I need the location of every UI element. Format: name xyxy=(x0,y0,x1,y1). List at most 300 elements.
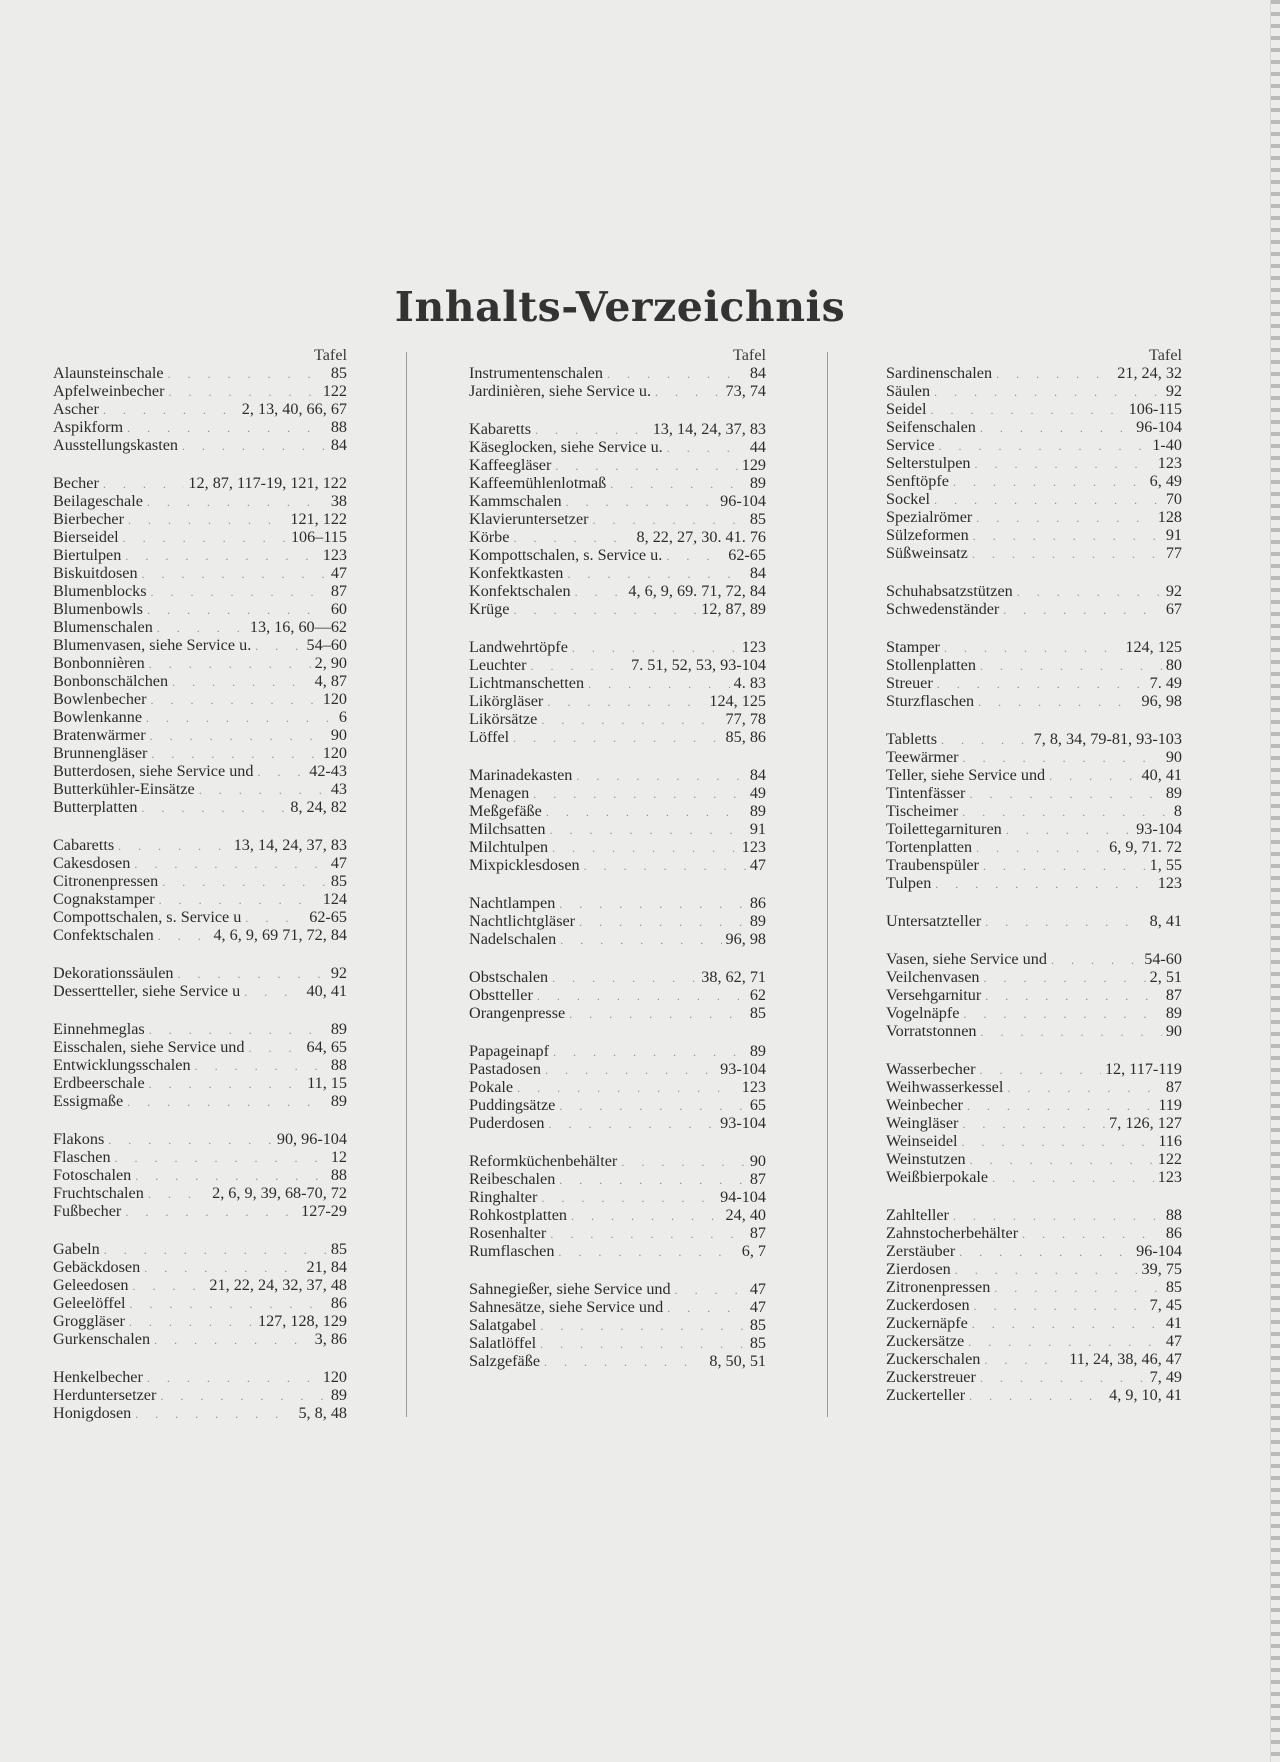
entry-term: Süßweinsatz xyxy=(886,544,968,562)
leader-dots xyxy=(168,365,327,383)
index-entry xyxy=(469,1004,766,1022)
entry-term: Bonbonschälchen xyxy=(53,672,169,690)
entry-term: Blumenvasen, siehe Service u. xyxy=(53,636,252,654)
entry-pages: 123 xyxy=(741,1078,766,1096)
leader-dots xyxy=(1007,1079,1161,1097)
page-edge-perforation xyxy=(1270,0,1280,1762)
leader-dots xyxy=(572,639,738,657)
entry-pages: 85 xyxy=(749,1334,766,1352)
leader-dots xyxy=(1051,951,1140,969)
index-entry xyxy=(53,1202,347,1220)
entry-pages: 123 xyxy=(1157,1168,1182,1186)
leader-dots xyxy=(552,839,738,857)
entry-pages: 2, 13, 40, 66, 67 xyxy=(241,400,347,418)
leader-dots xyxy=(593,511,746,529)
entry-pages: 96-104 xyxy=(1136,1242,1182,1260)
leader-dots xyxy=(980,657,1162,675)
leader-dots xyxy=(147,601,327,619)
entry-pages: 6, 9, 71. 72 xyxy=(1109,838,1182,856)
index-entry xyxy=(469,894,766,912)
entry-pages: 90, 96-104 xyxy=(276,1130,347,1148)
entry-term: Kaffeemühlenlotmaß xyxy=(469,474,607,492)
group-spacer xyxy=(53,1348,347,1368)
entry-pages: 11, 15 xyxy=(307,1074,347,1092)
index-entry xyxy=(469,1114,766,1132)
index-entry xyxy=(469,420,766,438)
entry-term: Blumenschalen xyxy=(53,618,153,636)
group-spacer xyxy=(886,618,1182,638)
entry-term: Herduntersetzer xyxy=(53,1386,157,1404)
entry-pages: 8, 41 xyxy=(1149,912,1182,930)
index-entry xyxy=(53,1330,347,1348)
leader-dots xyxy=(245,909,305,927)
index-entry xyxy=(53,582,347,600)
entry-term: Schuhabsatzstützen xyxy=(886,582,1013,600)
entry-term: Zierdosen xyxy=(886,1260,951,1278)
entry-term: Nachtlampen xyxy=(469,894,556,912)
index-entry xyxy=(53,926,347,944)
index-entry xyxy=(469,930,766,948)
entry-term: Fruchtschalen xyxy=(53,1184,144,1202)
entry-pages: 41 xyxy=(1165,1314,1182,1332)
entry-term: Zuckerteller xyxy=(886,1386,966,1404)
entry-pages: 124 xyxy=(322,890,347,908)
entry-term: Flakons xyxy=(53,1130,105,1148)
leader-dots xyxy=(979,1061,1100,1079)
entry-pages: 127, 128, 129 xyxy=(257,1312,347,1330)
group-spacer xyxy=(469,1132,766,1152)
entry-pages: 84 xyxy=(749,364,766,382)
index-entry xyxy=(53,436,347,454)
entry-term: Butterplatten xyxy=(53,798,138,816)
index-entry xyxy=(469,582,766,600)
entry-pages: 89 xyxy=(749,912,766,930)
entry-term: Bowlenbecher xyxy=(53,690,147,708)
index-entry xyxy=(886,544,1182,562)
entry-pages: 1-40 xyxy=(1152,436,1182,454)
entry-pages: 120 xyxy=(322,690,347,708)
leader-dots xyxy=(972,1315,1162,1333)
entry-term: Beilageschale xyxy=(53,492,143,510)
entry-term: Cakesdosen xyxy=(53,854,131,872)
entry-pages: 85 xyxy=(330,364,347,382)
group-spacer xyxy=(886,562,1182,582)
entry-term: Jardinièren, siehe Service u. xyxy=(469,382,652,400)
entry-term: Butterdosen, siehe Service und xyxy=(53,762,254,780)
entry-pages: 40, 41 xyxy=(306,982,347,1000)
index-entry xyxy=(53,382,347,400)
entry-pages: 87 xyxy=(330,582,347,600)
entry-pages: 2, 6, 9, 39, 68-70, 72 xyxy=(212,1184,347,1202)
entry-pages: 89 xyxy=(749,474,766,492)
leader-dots xyxy=(108,1131,273,1149)
entry-term: Zuckerdosen xyxy=(886,1296,970,1314)
index-entry xyxy=(53,780,347,798)
leader-dots xyxy=(134,855,326,873)
entry-pages: 6, 7 xyxy=(741,1242,766,1260)
leader-dots xyxy=(985,987,1162,1005)
entry-term: Cognakstamper xyxy=(53,890,155,908)
leader-dots xyxy=(553,1043,746,1061)
group-spacer xyxy=(53,816,347,836)
index-entry xyxy=(53,1240,347,1258)
entry-term: Lichtmanschetten xyxy=(469,674,585,692)
index-entry xyxy=(469,856,766,874)
leader-dots xyxy=(559,895,746,913)
index-entry xyxy=(886,730,1182,748)
entry-pages: 122 xyxy=(322,382,347,400)
leader-dots xyxy=(115,1149,327,1167)
index-entry xyxy=(886,400,1182,418)
index-entry xyxy=(886,1224,1182,1242)
entry-pages: 5, 8, 48 xyxy=(298,1404,347,1422)
index-entry xyxy=(886,802,1182,820)
leader-dots xyxy=(142,565,327,583)
leader-dots xyxy=(974,1297,1146,1315)
index-entry xyxy=(886,1368,1182,1386)
leader-dots xyxy=(981,1023,1162,1041)
entry-term: Bratenwärmer xyxy=(53,726,146,744)
entry-pages: 8, 22, 27, 30. 41. 76 xyxy=(636,528,766,546)
entry-term: Salatgabel xyxy=(469,1316,537,1334)
entry-term: Menagen xyxy=(469,784,530,802)
index-entry xyxy=(886,1150,1182,1168)
entry-term: Konfektschalen xyxy=(469,582,571,600)
leader-dots xyxy=(149,1021,327,1039)
entry-pages: 54-60 xyxy=(1144,950,1182,968)
leader-dots xyxy=(148,1185,208,1203)
index-entry xyxy=(469,364,766,382)
entry-pages: 44 xyxy=(749,438,766,456)
index-entry xyxy=(53,836,347,854)
index-entry xyxy=(886,600,1182,618)
entry-pages: 80 xyxy=(1165,656,1182,674)
entry-term: Weinstutzen xyxy=(886,1150,966,1168)
index-entry xyxy=(469,692,766,710)
index-entry xyxy=(53,364,347,382)
leader-dots xyxy=(537,987,746,1005)
leader-dots xyxy=(103,475,185,493)
leader-dots xyxy=(541,711,721,729)
index-entry xyxy=(53,1092,347,1110)
index-entry xyxy=(53,1276,347,1294)
index-entry xyxy=(886,766,1182,784)
index-entry xyxy=(469,638,766,656)
entry-pages: 90 xyxy=(749,1152,766,1170)
leader-dots xyxy=(541,1189,716,1207)
entry-term: Rohkostplatten xyxy=(469,1206,568,1224)
leader-dots xyxy=(559,1171,746,1189)
index-entry xyxy=(886,1350,1182,1368)
leader-dots xyxy=(985,913,1145,931)
entry-term: Versehgarnitur xyxy=(886,986,982,1004)
entry-term: Tortenplatten xyxy=(886,838,973,856)
index-entry xyxy=(53,564,347,582)
entry-term: Salatlöffel xyxy=(469,1334,537,1352)
group-spacer xyxy=(469,1260,766,1280)
leader-dots xyxy=(549,821,745,839)
index-entry xyxy=(886,1260,1182,1278)
index-entry xyxy=(886,838,1182,856)
index-entry xyxy=(886,692,1182,710)
entry-term: Seifenschalen xyxy=(886,418,976,436)
entry-term: Weingläser xyxy=(886,1114,959,1132)
leader-dots xyxy=(959,1243,1132,1261)
entry-term: Stamper xyxy=(886,638,940,656)
leader-dots xyxy=(968,1333,1162,1351)
entry-pages: 89 xyxy=(330,1020,347,1038)
entry-pages: 7. 51, 52, 53, 93-104 xyxy=(631,656,766,674)
entry-pages: 7, 49 xyxy=(1149,1368,1182,1386)
index-entry xyxy=(886,1168,1182,1186)
entry-term: Vogelnäpfe xyxy=(886,1004,960,1022)
entry-pages: 85 xyxy=(1165,1278,1182,1296)
entry-pages: 85 xyxy=(749,1004,766,1022)
entry-term: Senftöpfe xyxy=(886,472,949,490)
leader-dots xyxy=(975,455,1154,473)
entry-pages: 13, 14, 24, 37, 83 xyxy=(652,420,766,438)
index-entry xyxy=(886,472,1182,490)
entry-pages: 123 xyxy=(322,546,347,564)
entry-term: Tischeimer xyxy=(886,802,959,820)
leader-dots xyxy=(996,365,1113,383)
index-entry xyxy=(53,400,347,418)
leader-dots xyxy=(607,365,746,383)
leader-dots xyxy=(1049,767,1137,785)
leader-dots xyxy=(149,655,311,673)
index-entry xyxy=(469,510,766,528)
leader-dots xyxy=(546,803,746,821)
entry-pages: 2, 90 xyxy=(314,654,347,672)
index-entry xyxy=(53,708,347,726)
entry-term: Vorratstonnen xyxy=(886,1022,977,1040)
leader-dots xyxy=(540,1335,746,1353)
entry-term: Traubenspüler xyxy=(886,856,979,874)
entry-term: Streuer xyxy=(886,674,933,692)
leader-dots xyxy=(552,969,697,987)
index-entry xyxy=(53,726,347,744)
leader-dots xyxy=(969,1387,1105,1405)
index-entry xyxy=(886,508,1182,526)
leader-dots xyxy=(953,1207,1162,1225)
entry-pages: 129 xyxy=(741,456,766,474)
leader-dots xyxy=(1017,583,1162,601)
entry-pages: 43 xyxy=(330,780,347,798)
entry-term: Erdbeerschale xyxy=(53,1074,145,1092)
entry-pages: 94-104 xyxy=(720,1188,766,1206)
entry-pages: 4, 6, 9, 69. 71, 72, 84 xyxy=(628,582,766,600)
column-header-tafel: Tafel xyxy=(1148,346,1182,364)
group-spacer xyxy=(53,1220,347,1240)
index-entry xyxy=(469,1316,766,1334)
index-entry xyxy=(469,820,766,838)
entry-term: Blumenblocks xyxy=(53,582,147,600)
entry-pages: 12, 87, 89 xyxy=(701,600,766,618)
entry-term: Instrumentenschalen xyxy=(469,364,603,382)
entry-pages: 91 xyxy=(749,820,766,838)
index-entry xyxy=(469,1280,766,1298)
leader-dots xyxy=(579,913,746,931)
entry-pages: 13, 16, 60—62 xyxy=(249,618,347,636)
index-entry xyxy=(469,546,766,564)
leader-dots xyxy=(976,509,1153,527)
entry-pages: 21, 24, 32 xyxy=(1117,364,1182,382)
entry-pages: 96, 98 xyxy=(1141,692,1182,710)
leader-dots xyxy=(123,529,287,547)
page-title: Inhalts-Verzeichnis xyxy=(394,283,846,332)
entry-pages: 89 xyxy=(1165,1004,1182,1022)
entry-term: Dessertteller, siehe Service u xyxy=(53,982,241,1000)
leader-dots xyxy=(1003,601,1162,619)
entry-pages: 42-43 xyxy=(309,762,347,780)
entry-term: Puderdosen xyxy=(469,1114,545,1132)
index-entry xyxy=(53,672,347,690)
leader-dots xyxy=(147,493,327,511)
entry-term: Becher xyxy=(53,474,99,492)
index-entry xyxy=(53,690,347,708)
index-entry xyxy=(53,492,347,510)
entry-pages: 85, 86 xyxy=(725,728,766,746)
entry-term: Löffel xyxy=(469,728,510,746)
entry-pages: 47 xyxy=(330,564,347,582)
entry-term: Ascher xyxy=(53,400,99,418)
entry-term: Likörgläser xyxy=(469,692,544,710)
index-entry xyxy=(53,1148,347,1166)
entry-term: Zerstäuber xyxy=(886,1242,956,1260)
leader-dots xyxy=(566,493,717,511)
index-entry xyxy=(886,674,1182,692)
entry-pages: 89 xyxy=(330,1092,347,1110)
entry-term: Tulpen xyxy=(886,874,932,892)
leader-dots xyxy=(158,927,210,945)
entry-pages: 124, 125 xyxy=(709,692,766,710)
group-spacer xyxy=(886,892,1182,912)
entry-pages: 77, 78 xyxy=(725,710,766,728)
index-column-1 xyxy=(53,346,347,1422)
entry-term: Käseglocken, siehe Service u. xyxy=(469,438,663,456)
entry-term: Landwehrtöpfe xyxy=(469,638,568,656)
entry-pages: 62-65 xyxy=(309,908,347,926)
index-entry xyxy=(886,1386,1182,1404)
group-spacer xyxy=(53,1110,347,1130)
index-entry xyxy=(53,1020,347,1038)
index-entry xyxy=(886,1206,1182,1224)
leader-dots xyxy=(939,437,1149,455)
leader-dots xyxy=(953,473,1146,491)
index-entry xyxy=(886,436,1182,454)
leader-dots xyxy=(935,875,1153,893)
entry-term: Entwicklungsschalen xyxy=(53,1056,191,1074)
entry-term: Eisschalen, siehe Service und xyxy=(53,1038,245,1056)
entry-pages: 11, 24, 38, 46, 47 xyxy=(1069,1350,1182,1368)
entry-pages: 86 xyxy=(330,1294,347,1312)
index-entry xyxy=(53,1258,347,1276)
entry-term: Meßgefäße xyxy=(469,802,542,820)
entry-pages: 89 xyxy=(749,802,766,820)
leader-dots xyxy=(125,547,318,565)
index-entry xyxy=(886,656,1182,674)
entry-pages: 88 xyxy=(330,1056,347,1074)
entry-pages: 116 xyxy=(1158,1132,1182,1150)
index-entry xyxy=(469,1242,766,1260)
entry-pages: 12 xyxy=(330,1148,347,1166)
entry-pages: 40, 41 xyxy=(1141,766,1182,784)
leader-dots xyxy=(157,619,246,637)
index-entry xyxy=(886,986,1182,1004)
leader-dots xyxy=(540,1317,745,1335)
index-entry xyxy=(886,874,1182,892)
index-entry xyxy=(886,950,1182,968)
index-entry xyxy=(886,1242,1182,1260)
entry-term: Geleedosen xyxy=(53,1276,129,1294)
entry-pages: 89 xyxy=(1165,784,1182,802)
entry-pages: 47 xyxy=(749,1280,766,1298)
leader-dots xyxy=(172,673,311,691)
leader-dots xyxy=(249,1039,303,1057)
entry-pages: 47 xyxy=(330,854,347,872)
index-entry xyxy=(886,582,1182,600)
leader-dots xyxy=(142,799,287,817)
entry-term: Apfelweinbecher xyxy=(53,382,165,400)
entry-pages: 60 xyxy=(330,600,347,618)
column-divider xyxy=(406,352,407,1417)
entry-pages: 7, 45 xyxy=(1149,1296,1182,1314)
group-spacer xyxy=(53,454,347,474)
entry-pages: 7, 8, 34, 79-81, 93-103 xyxy=(1033,730,1182,748)
entry-term: Pastadosen xyxy=(469,1060,541,1078)
entry-term: Zuckerschalen xyxy=(886,1350,981,1368)
index-entry xyxy=(469,838,766,856)
index-entry xyxy=(53,744,347,762)
entry-pages: 1, 55 xyxy=(1149,856,1182,874)
entry-pages: 49 xyxy=(749,784,766,802)
index-entry xyxy=(53,1294,347,1312)
entry-pages: 62-65 xyxy=(728,546,766,564)
entry-term: Butterkühler-Einsätze xyxy=(53,780,195,798)
entry-pages: 86 xyxy=(1165,1224,1182,1242)
leader-dots xyxy=(533,785,746,803)
index-entry xyxy=(469,1206,766,1224)
index-entry xyxy=(886,1096,1182,1114)
index-entry xyxy=(469,1298,766,1316)
leader-dots xyxy=(567,565,745,583)
index-entry xyxy=(469,986,766,1004)
index-entry xyxy=(886,748,1182,766)
entry-term: Service xyxy=(886,436,935,454)
leader-dots xyxy=(576,767,745,785)
leader-dots xyxy=(962,803,1170,821)
entry-term: Brunnengläser xyxy=(53,744,148,762)
entry-term: Tabletts xyxy=(886,730,938,748)
index-entry xyxy=(53,1056,347,1074)
leader-dots xyxy=(667,1299,746,1317)
entry-term: Honigdosen xyxy=(53,1404,132,1422)
entry-pages: 90 xyxy=(1165,1022,1182,1040)
column-divider xyxy=(827,352,828,1417)
entry-term: Kammschalen xyxy=(469,492,562,510)
leader-dots xyxy=(544,1353,705,1371)
index-entry xyxy=(53,510,347,528)
entry-term: Zahlteller xyxy=(886,1206,949,1224)
index-column-2 xyxy=(469,346,766,1370)
index-entry xyxy=(53,1368,347,1386)
entry-term: Puddingsätze xyxy=(469,1096,556,1114)
leader-dots xyxy=(973,527,1162,545)
leader-dots xyxy=(513,729,721,747)
index-entry xyxy=(886,454,1182,472)
leader-dots xyxy=(588,675,730,693)
entry-pages: 65 xyxy=(749,1096,766,1114)
